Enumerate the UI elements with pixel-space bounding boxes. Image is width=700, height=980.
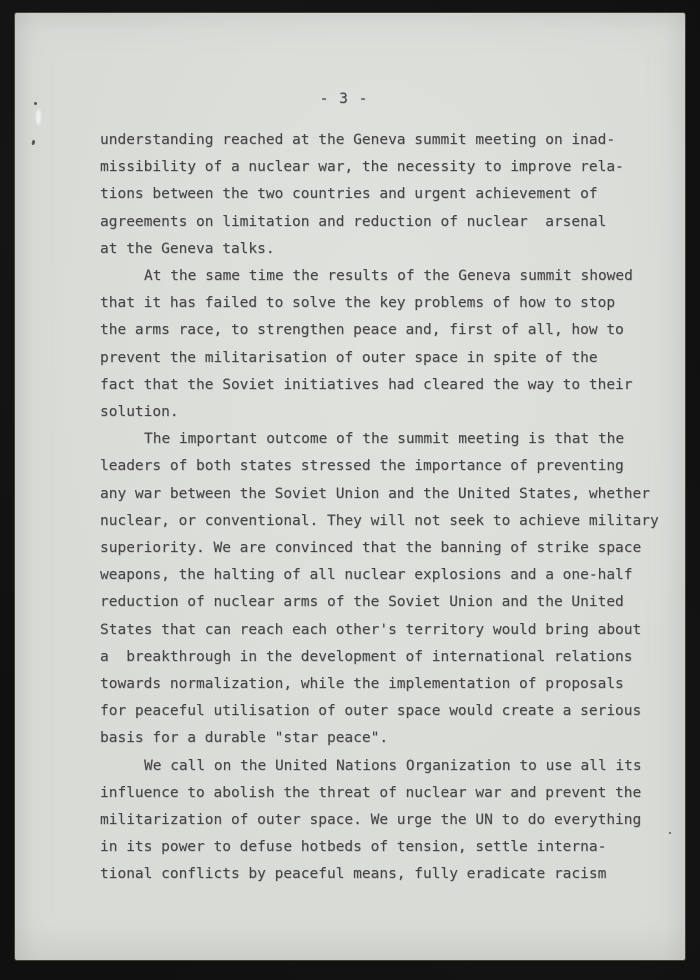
text-line: understanding reached at the Geneva summit meeting on inad- [100,132,616,148]
text-line: The important outcome of the summit meeting is that the [144,431,625,448]
text-line: At the same time the results of the Geneva summit showed [144,268,633,285]
text-line: superiority. We are convinced that the banning of strike space [100,540,642,557]
paragraph [100,426,682,752]
text-line: fact that the Soviet initiatives had cleared the way to their [100,376,633,393]
paper-speck [34,102,37,105]
text-line: States that can reach each other's territory would bring about [100,621,642,638]
text-line: basis for a durable "star peace". [100,730,389,747]
text-line: missibility of a nuclear war, the necessity to improve rela- [100,159,624,176]
paper-speck [669,832,671,834]
paragraph [100,753,682,889]
document-page [15,13,685,960]
text-line: in its power to defuse hotbeds of tension, settle interna- [100,839,607,856]
text-line: We call on the United Nations Organization to use all its [144,757,642,774]
document-body [100,127,682,889]
text-line: the arms race, to strengthen peace and, first of all, how to [100,322,624,339]
text-line: influence to abolish the threat of nuclear war and prevent the [100,784,642,801]
text-line: any war between the Soviet Union and the United States, whether [100,485,650,502]
text-line: a breakthrough in the development of international relations [100,648,633,665]
paper-blemish-light [36,109,41,125]
text-line: prevent the militarisation of outer space in spite of the [100,349,598,366]
text-line: militarization of outer space. We urge the UN to do everything [100,812,642,829]
text-line: reduction of nuclear arms of the Soviet Union and the United [100,594,624,611]
text-line: tions between the two countries and urgent achievement of [100,186,598,203]
text-line: for peaceful utilisation of outer space would create a serious [100,703,642,720]
text-line: nuclear, or conventional. They will not seek to achieve military [100,512,659,529]
text-line: weapons, the halting of all nuclear explosions and a one-half [100,567,633,584]
text-line: towards normalization, while the implementation of proposals [100,676,624,693]
text-line: at the Geneva talks. [100,240,275,257]
text-line: tional conflicts by peaceful means, fully eradicate racism [100,866,607,883]
text-line: that it has failed to solve the key problems of how to stop [100,295,616,312]
page-number: - 3 - [319,91,369,107]
text-line: agreements on limitation and reduction of nuclear arsenal [100,213,607,230]
paragraph [100,263,682,426]
text-line: solution. [100,404,179,421]
paper-speck [31,140,35,146]
text-line: leaders of both states stressed the importance of preventing [100,458,624,475]
paragraph [100,127,682,263]
